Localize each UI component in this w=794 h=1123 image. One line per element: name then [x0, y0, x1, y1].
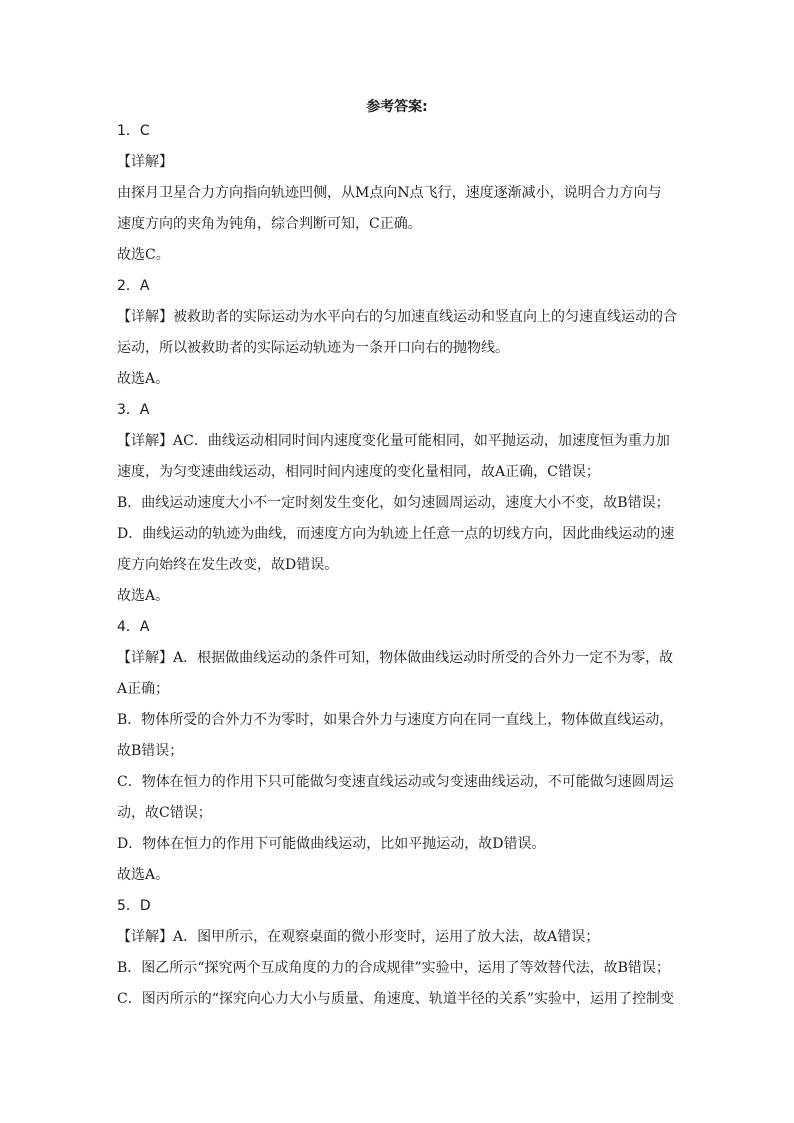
- answer-choice: 故选A。: [117, 371, 170, 387]
- explanation-text: 速度，为匀变速曲线运动，相同时间内速度的变化量相同，故A正确，C错误；: [117, 464, 600, 480]
- explanation-text: 度方向始终在发生改变，故D错误。: [117, 557, 339, 573]
- answer-content: [117, 121, 679, 1009]
- explanation-text: 【详解】AC．曲线运动相同时间内速度变化量可能相同，如平抛运动，加速度恒为重力加: [117, 433, 670, 449]
- question-number: 3．A: [117, 402, 150, 418]
- explanation-text: 动，故C错误；: [117, 805, 212, 821]
- question-number: 4．A: [117, 619, 150, 635]
- explanation-text: 故B错误；: [117, 743, 184, 759]
- explanation-text: C．物体在恒力的作用下只可能做匀变速直线运动或匀变速曲线运动，不可能做匀速圆周运: [117, 774, 674, 790]
- answer-choice: 故选A。: [117, 588, 170, 604]
- explanation-text: C．图丙所示的“探究向心力大小与质量、角速度、轨道半径的关系”实验中，运用了控制变: [117, 991, 675, 1007]
- explanation-text: B．图乙所示“探究两个互成角度的力的合成规律”实验中，运用了等效替代法，故B错误；: [117, 960, 670, 976]
- explanation-text: 【详解】A．根据做曲线运动的条件可知，物体做曲线运动时所受的合外力一定不为零，故: [117, 650, 674, 666]
- answer-choice: 故选C。: [117, 247, 170, 263]
- question-number: 5．D: [117, 898, 151, 914]
- question-number: 1．C: [117, 123, 150, 139]
- explanation-text: D．曲线运动的轨迹为曲线，而速度方向为轨迹上任意一点的切线方向，因此曲线运动的速: [117, 526, 675, 542]
- explanation-heading: 【详解】: [117, 154, 173, 170]
- explanation-text: A正确；: [117, 681, 170, 697]
- page-title: 参考答案:: [366, 99, 428, 115]
- explanation-text: 速度方向的夹角为钝角，综合判断可知，C正确。: [117, 216, 422, 232]
- explanation-text: 运动，所以被救助者的实际运动轨迹为一条开口向右的抛物线。: [117, 340, 509, 356]
- answer-choice: 故选A。: [117, 867, 170, 883]
- explanation-text: B．曲线运动速度大小不一定时刻发生变化，如匀速圆周运动，速度大小不变，故B错误；: [117, 495, 670, 511]
- explanation-text: D．物体在恒力的作用下可能做曲线运动，比如平抛运动，故D错误。: [117, 836, 546, 852]
- explanation-text: 【详解】A．图甲所示，在观察桌面的微小形变时，运用了放大法，故A错误；: [117, 929, 600, 945]
- explanation-text: B．物体所受的合外力不为零时，如果合外力与速度方向在同一直线上，物体做直线运动，: [117, 712, 674, 728]
- question-number: 2．A: [117, 278, 150, 294]
- explanation-text: 【详解】被救助者的实际运动为水平向右的匀加速直线运动和竖直向上的匀速直线运动的合: [117, 309, 677, 325]
- explanation-text: 由探月卫星合力方向指向轨迹凹侧，从M点向N点飞行，速度逐渐减小，说明合力方向与: [117, 185, 662, 201]
